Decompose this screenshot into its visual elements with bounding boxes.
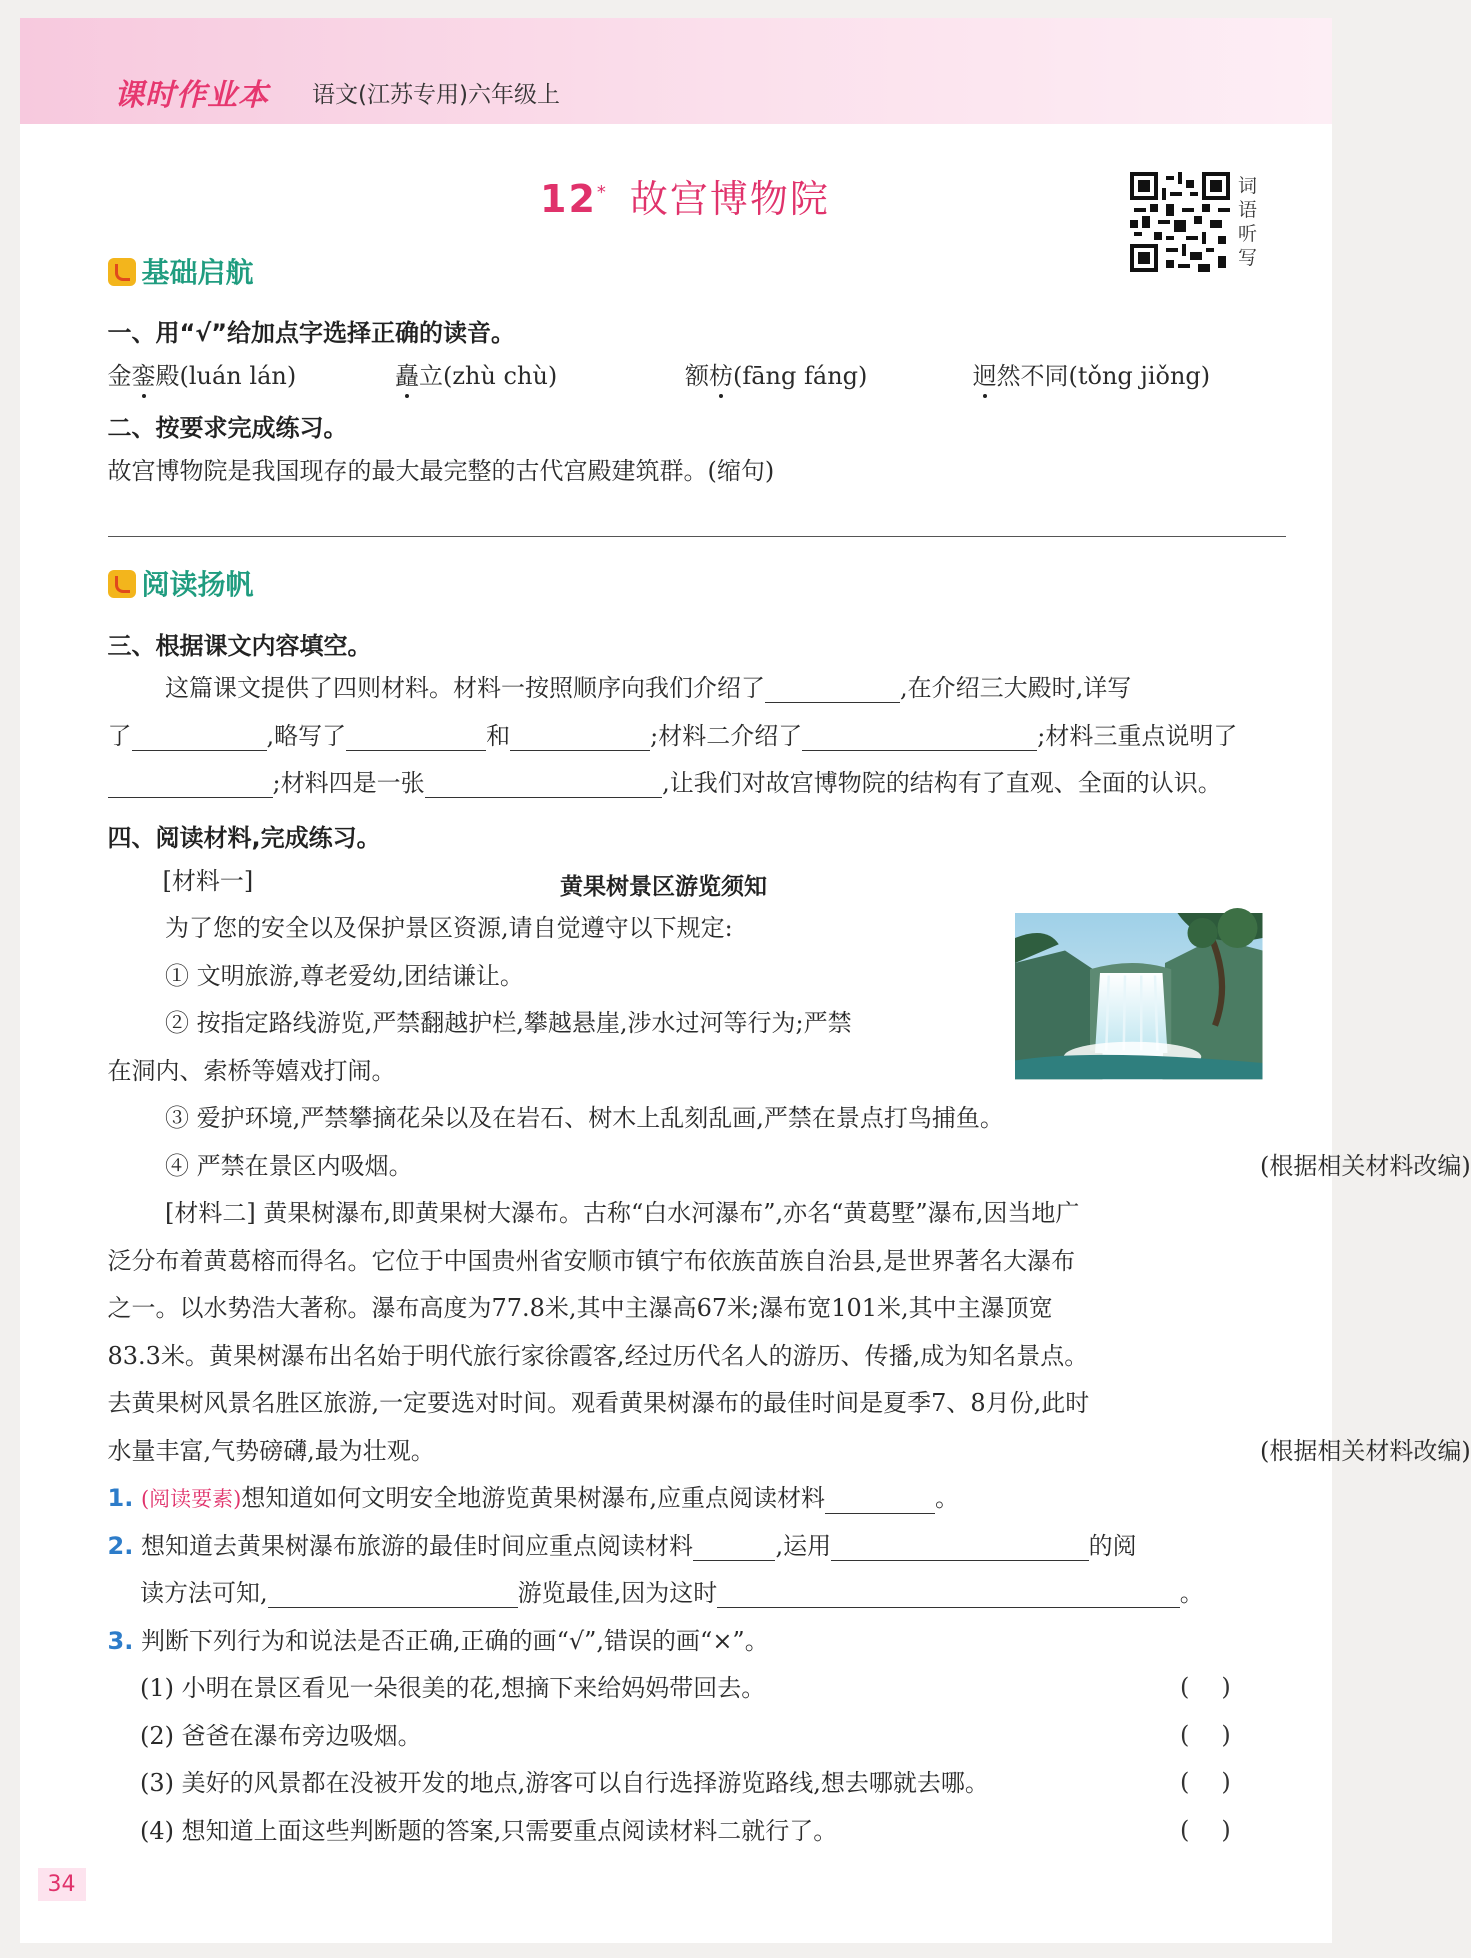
pinyin-item-2 [395, 361, 557, 391]
text: ;材料三重点说明了 [1037, 721, 1238, 750]
question-3-head: 三、根据课文内容填空。 [107, 631, 372, 660]
material-1-label: [材料一] [162, 866, 254, 895]
dotted-char: 矗 [395, 361, 419, 390]
lesson-mark: * [596, 182, 608, 204]
text: 了 [107, 721, 132, 750]
dotted-char: 迥 [972, 361, 997, 390]
section-badge-icon [108, 570, 136, 598]
rule-2: ② 按指定路线游览,严禁翻越护栏,攀越悬崖,涉水过河等行为;严禁 [165, 1009, 852, 1037]
material-2-line-2: 泛分布着黄葛榕而得名。它位于中国贵州省安顺市镇宁布依族苗族自治县,是世界著名大瀑布 [107, 1246, 1076, 1275]
material-1-title: 黄果树景区游览须知 [560, 874, 767, 900]
fill-blank[interactable] [346, 724, 486, 751]
fill-line-2 [108, 721, 1238, 751]
condense-sentence: 故宫博物院是我国现存的最大最完整的古代宫殿建筑群。(缩句) [107, 456, 775, 485]
question-4-head: 四、阅读材料,完成练习。 [107, 824, 381, 852]
text: 立(zhù chù) [419, 361, 558, 390]
text: 想知道如何文明安全地游览黄果树瀑布,应重点阅读材料 [241, 1484, 825, 1512]
fill-blank[interactable] [765, 676, 900, 703]
rule-2-cont: 在洞内、索桥等嬉戏打闹。 [107, 1056, 396, 1085]
material-1-intro: 为了您的安全以及保护景区资源,请自觉遵守以下规定: [165, 914, 733, 942]
text: 额 [685, 361, 709, 390]
qr-code-icon[interactable] [1130, 172, 1230, 272]
text: 和 [486, 721, 511, 750]
fill-blank[interactable] [802, 724, 1037, 751]
source-note-2: (根据相关材料改编) [1260, 1436, 1471, 1465]
fill-blank[interactable] [268, 1581, 518, 1608]
answer-paren[interactable]: () [1180, 1673, 1263, 1701]
worksheet-page [20, 18, 1471, 1943]
question-2-head: 二、按要求完成练习。 [107, 414, 348, 442]
question-1-head: 一、用“√”给加点字选择正确的读音。 [107, 319, 516, 347]
section-badge-icon [108, 258, 136, 286]
reading-element-tag: (阅读要素) [140, 1487, 242, 1511]
lesson-title [540, 168, 830, 223]
answer-line[interactable] [108, 536, 1286, 537]
question-number: 3. [107, 1626, 134, 1655]
subquestion-3 [108, 1626, 769, 1656]
fill-blank[interactable] [717, 1581, 1180, 1608]
text: ;材料二介绍了 [650, 721, 803, 750]
rule-1: ① 文明旅游,尊老爱幼,团结谦让。 [165, 961, 524, 990]
page-number: 34 [38, 1868, 86, 1901]
pinyin-item-1 [108, 361, 297, 391]
text: 读方法可知, [140, 1579, 268, 1607]
fill-blank[interactable] [425, 771, 663, 798]
qr-label-char: 写 [1238, 247, 1258, 269]
fill-blank[interactable] [132, 724, 267, 751]
text: 的阅 [1088, 1531, 1137, 1560]
question-number: 2. [107, 1531, 134, 1560]
text: ;材料四是一张 [272, 769, 425, 797]
subject-label: 语文(江苏专用)六年级上 [312, 82, 560, 108]
text: 然不同(tǒng jiǒng) [996, 361, 1211, 390]
text: 判断下列行为和说法是否正确,正确的画“√”,错误的画“×”。 [140, 1626, 769, 1655]
text: 。 [1179, 1579, 1204, 1607]
answer-paren[interactable]: () [1180, 1720, 1263, 1749]
brand-title: 课时作业本 [114, 78, 269, 113]
rule-3: ③ 爱护环境,严禁攀摘花朵以及在岩石、树木上乱刻乱画,严禁在景点打鸟捕鱼。 [165, 1104, 1004, 1132]
text: ,让我们对故宫博物院的结构有了直观、全面的认识。 [662, 769, 1222, 797]
text: (fāng fáng) [733, 361, 868, 390]
waterfall-illustration [1015, 913, 1263, 1079]
fill-blank[interactable] [825, 1487, 935, 1514]
material-2-line-4: 83.3米。黄果树瀑布出名始于明代旅行家徐霞客,经过历代名人的游历、传播,成为知名景点。 [107, 1341, 1089, 1370]
material-2-line-5: 去黄果树风景名胜区旅游,一定要选对时间。观看黄果树瀑布的最佳时间是夏季7、8月份,此时 [107, 1389, 1090, 1417]
judgment-3: (3) 美好的风景都在没被开发的地点,游客可以自行选择游览路线,想去哪就去哪。 [140, 1769, 989, 1797]
pinyin-item-3 [685, 361, 867, 391]
text: ,在介绍三大殿时,详写 [900, 674, 1132, 702]
fill-blank[interactable] [108, 771, 273, 798]
dotted-char: 銮 [131, 361, 156, 390]
judgment-4: (4) 想知道上面这些判断题的答案,只需要重点阅读材料二就行了。 [140, 1816, 838, 1845]
material-2-line-1: [材料二] 黄果树瀑布,即黄果树大瀑布。古称“白水河瀑布”,亦名“黄葛墅”瀑布,因当地广 [165, 1199, 1080, 1227]
rule-4: ④ 严禁在景区内吸烟。 [165, 1151, 413, 1180]
section-title-basics [108, 251, 254, 291]
lesson-name: 故宫博物院 [629, 177, 830, 221]
fill-line-3 [108, 768, 1222, 798]
section-title-reading [108, 563, 254, 603]
source-note-1: (根据相关材料改编) [1260, 1151, 1471, 1180]
text: 想知道去黄果树瀑布旅游的最佳时间应重点阅读材料 [140, 1531, 693, 1560]
dotted-char: 枋 [709, 361, 733, 390]
fill-blank[interactable] [693, 1534, 776, 1561]
text: 。 [935, 1484, 959, 1512]
material-2-line-3: 之一。以水势浩大著称。瀑布高度为77.8米,其中主瀑高67米;瀑布宽101米,其中主瀑顶宽 [107, 1294, 1053, 1322]
question-number: 1. [107, 1484, 134, 1512]
section-title-text: 基础启航 [141, 255, 254, 289]
section-title-text: 阅读扬帆 [141, 568, 254, 601]
subquestion-2-cont [140, 1578, 1204, 1608]
text: 金 [107, 361, 132, 390]
text: ,运用 [775, 1531, 832, 1560]
fill-blank[interactable] [831, 1534, 1089, 1561]
fill-line-1 [165, 673, 1131, 703]
text: ,略写了 [266, 721, 347, 750]
lesson-number: 12 [540, 177, 597, 221]
answer-paren[interactable]: () [1180, 1815, 1263, 1844]
answer-paren[interactable]: () [1180, 1768, 1263, 1796]
judgment-1: (1) 小明在景区看见一朵很美的花,想摘下来给妈妈带回去。 [140, 1674, 766, 1702]
text: 这篇课文提供了四则材料。材料一按照顺序向我们介绍了 [165, 674, 765, 702]
text: 游览最佳,因为这时 [517, 1579, 718, 1607]
subquestion-2 [108, 1531, 1137, 1561]
pinyin-item-4 [973, 361, 1211, 391]
text: 殿(luán lán) [155, 361, 297, 390]
material-2-line-6: 水量丰富,气势磅礴,最为壮观。 [107, 1436, 435, 1465]
qr-label-char: 词 [1238, 175, 1258, 197]
qr-label-char: 听 [1238, 223, 1258, 245]
fill-blank[interactable] [510, 724, 650, 751]
judgment-2: (2) 爸爸在瀑布旁边吸烟。 [140, 1721, 422, 1750]
qr-label [1238, 174, 1264, 270]
qr-label-char: 语 [1238, 199, 1258, 221]
subquestion-1 [108, 1483, 960, 1514]
